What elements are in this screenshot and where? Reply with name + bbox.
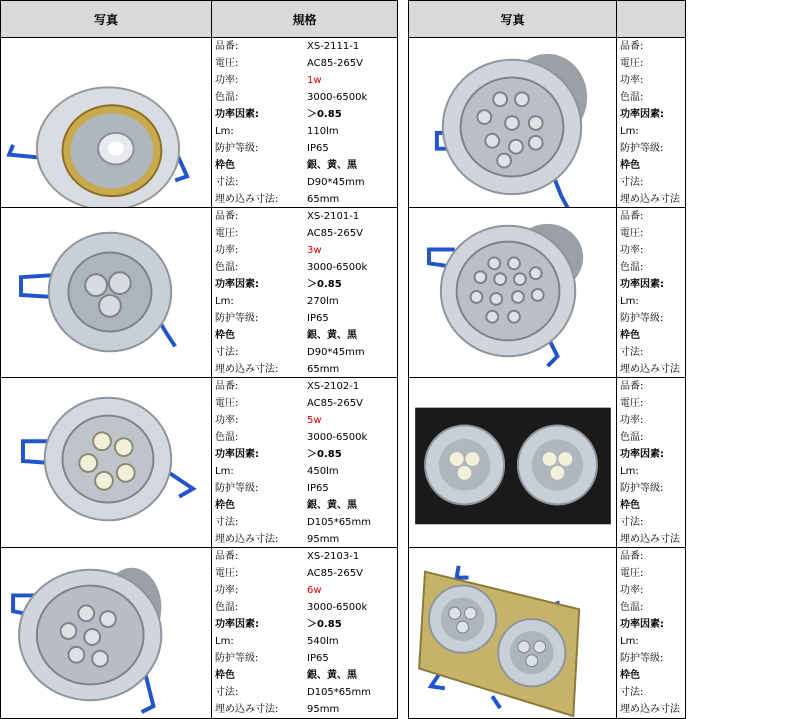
- spec-value-model: XS-2102-1: [307, 381, 360, 392]
- spec-row-size: [212, 344, 397, 361]
- spec-row-model: [617, 38, 685, 55]
- product-photo-4: [0, 547, 212, 719]
- spec-row-power: [617, 582, 685, 599]
- spec-label-frame: 枠色: [215, 160, 235, 171]
- spec-label-ip: 防护等级:: [620, 483, 664, 494]
- header-spec-right: [616, 0, 686, 38]
- spec-label-power: 功率:: [215, 75, 239, 86]
- spec-row-pf: [617, 616, 685, 633]
- spec-row-color_temp: [617, 89, 685, 106]
- spec-row-size: [617, 684, 685, 701]
- spec-row-pf: [212, 446, 397, 463]
- spec-label-frame: 枠色: [620, 330, 640, 341]
- spec-row-ip: [617, 140, 685, 157]
- spec-row-lm: [617, 123, 685, 140]
- spec-label-color_temp: 色温:: [620, 262, 644, 273]
- spec-label-model: 品番:: [620, 211, 644, 222]
- product-photo-3: [0, 377, 212, 548]
- spec-row-cutout: [617, 701, 685, 718]
- spec-row-pf: [617, 276, 685, 293]
- spec-row-frame: [212, 157, 397, 174]
- spec-label-size: 寸法:: [620, 687, 644, 698]
- spec-row-power: [617, 72, 685, 89]
- spec-label-voltage: 電圧:: [620, 398, 644, 409]
- spec-label-ip: 防护等级:: [215, 653, 259, 664]
- spec-label-cutout: 埋め込み寸法: [620, 534, 680, 545]
- spec-row-cutout: [212, 531, 397, 548]
- spec-value-ip: IP65: [307, 653, 329, 664]
- spec-value-power: 1w: [307, 75, 322, 86]
- product-photo-5: [408, 37, 617, 208]
- spec-label-pf: 功率因素:: [620, 279, 664, 290]
- spec-row-ip: [212, 310, 397, 327]
- spec-label-cutout: 埋め込み寸法:: [215, 364, 279, 375]
- spec-row-size: [617, 344, 685, 361]
- spec-label-frame: 枠色: [620, 160, 640, 171]
- spec-row-pf: [212, 276, 397, 293]
- spec-row-lm: [212, 123, 397, 140]
- spec-value-voltage: AC85-265V: [307, 568, 363, 579]
- spec-value-cutout: 65mm: [307, 364, 340, 375]
- spec-value-model: XS-2111-1: [307, 41, 360, 52]
- spec-value-frame: 銀、黄、黒: [307, 500, 357, 511]
- downlight-3led-image: [1, 208, 211, 377]
- spec-row-voltage: [212, 565, 397, 582]
- spec-label-pf: 功率因素:: [620, 449, 664, 460]
- spec-label-model: 品番:: [620, 381, 644, 392]
- spec-label-voltage: 電圧:: [215, 568, 239, 579]
- spec-value-pf: ＞0.85: [307, 449, 342, 460]
- spec-label-model: 品番:: [620, 551, 644, 562]
- spec-row-cutout: [212, 701, 397, 718]
- spec-value-lm: 540lm: [307, 636, 339, 647]
- spec-label-model: 品番:: [215, 211, 239, 222]
- spec-label-size: 寸法:: [215, 177, 239, 188]
- spec-row-voltage: [212, 395, 397, 412]
- spec-value-voltage: AC85-265V: [307, 58, 363, 69]
- spec-value-ip: IP65: [307, 143, 329, 154]
- spec-label-lm: Lm:: [215, 126, 234, 137]
- spec-row-cutout: [617, 361, 685, 378]
- spec-value-color_temp: 3000-6500k: [307, 262, 368, 273]
- spec-value-lm: 450lm: [307, 466, 339, 477]
- spec-label-frame: 枠色: [620, 500, 640, 511]
- spec-value-lm: 110lm: [307, 126, 339, 137]
- spec-label-ip: 防护等级:: [620, 313, 664, 324]
- product-photo-2: [0, 207, 212, 378]
- spec-label-ip: 防护等级:: [215, 313, 259, 324]
- spec-label-power: 功率:: [620, 245, 644, 256]
- header-photo-right: 写真: [408, 0, 617, 38]
- spec-row-ip: [617, 650, 685, 667]
- spec-label-voltage: 電圧:: [620, 568, 644, 579]
- spec-label-voltage: 電圧:: [620, 228, 644, 239]
- spec-row-power: [617, 412, 685, 429]
- spec-label-color_temp: 色温:: [620, 432, 644, 443]
- spec-value-size: D105*65mm: [307, 687, 371, 698]
- spec-row-frame: [617, 327, 685, 344]
- spec-label-lm: Lm:: [620, 296, 639, 307]
- spec-row-voltage: [617, 565, 685, 582]
- spec-row-lm: [212, 293, 397, 310]
- product-photo-8: [408, 547, 617, 719]
- spec-row-model: [212, 208, 397, 225]
- spec-row-color_temp: [212, 89, 397, 106]
- spec-row-ip: [617, 310, 685, 327]
- spec-value-lm: 270lm: [307, 296, 339, 307]
- spec-row-pf: [212, 616, 397, 633]
- spec-label-cutout: 埋め込み寸法:: [215, 704, 279, 715]
- spec-row-voltage: [617, 225, 685, 242]
- spec-label-pf: 功率因素:: [215, 279, 259, 290]
- spec-label-ip: 防护等级:: [215, 143, 259, 154]
- spec-row-color_temp: [617, 429, 685, 446]
- spec-row-voltage: [212, 55, 397, 72]
- spec-row-power: [617, 242, 685, 259]
- spec-label-power: 功率:: [620, 415, 644, 426]
- spec-label-power: 功率:: [215, 415, 239, 426]
- spec-label-size: 寸法:: [620, 177, 644, 188]
- spec-label-lm: Lm:: [620, 636, 639, 647]
- spec-label-model: 品番:: [215, 551, 239, 562]
- spec-row-color_temp: [212, 259, 397, 276]
- spec-row-frame: [212, 667, 397, 684]
- double-downlight-gold-image: [409, 548, 616, 718]
- spec-value-ip: IP65: [307, 483, 329, 494]
- spec-value-color_temp: 3000-6500k: [307, 432, 368, 443]
- spec-row-frame: [212, 327, 397, 344]
- spec-value-frame: 銀、黄、黒: [307, 670, 357, 681]
- double-downlight-black-image: [409, 378, 616, 547]
- spec-row-model: [212, 378, 397, 395]
- spec-label-power: 功率:: [215, 585, 239, 596]
- spec-row-cutout: [617, 191, 685, 208]
- spec-row-size: [212, 514, 397, 531]
- spec-row-lm: [617, 633, 685, 650]
- spec-value-frame: 銀、黄、黒: [307, 330, 357, 341]
- spec-cell-7: [616, 377, 686, 548]
- spec-row-model: [212, 548, 397, 565]
- product-photo-1: [0, 37, 212, 208]
- spec-row-ip: [212, 480, 397, 497]
- spec-row-pf: [212, 106, 397, 123]
- spec-value-size: D105*65mm: [307, 517, 371, 528]
- spec-label-frame: 枠色: [215, 670, 235, 681]
- spec-label-lm: Lm:: [215, 466, 234, 477]
- spec-cell-1: [211, 37, 398, 208]
- spec-label-model: 品番:: [215, 41, 239, 52]
- spec-row-color_temp: [617, 599, 685, 616]
- spec-label-size: 寸法:: [215, 517, 239, 528]
- spec-label-lm: Lm:: [620, 126, 639, 137]
- spec-label-lm: Lm:: [215, 296, 234, 307]
- downlight-12led-image: [409, 208, 616, 377]
- spec-cell-4: [211, 547, 398, 719]
- spec-row-pf: [617, 106, 685, 123]
- spec-row-lm: [212, 633, 397, 650]
- spec-row-ip: [212, 140, 397, 157]
- spec-label-pf: 功率因素:: [215, 449, 259, 460]
- spec-row-frame: [617, 497, 685, 514]
- spec-row-pf: [617, 446, 685, 463]
- spec-value-color_temp: 3000-6500k: [307, 602, 368, 613]
- spec-label-color_temp: 色温:: [620, 92, 644, 103]
- spec-row-size: [212, 684, 397, 701]
- spec-value-voltage: AC85-265V: [307, 228, 363, 239]
- spec-label-pf: 功率因素:: [215, 109, 259, 120]
- spec-value-size: D90*45mm: [307, 177, 365, 188]
- spec-value-model: XS-2103-1: [307, 551, 360, 562]
- spec-row-color_temp: [212, 429, 397, 446]
- spec-row-voltage: [617, 55, 685, 72]
- spec-label-power: 功率:: [620, 75, 644, 86]
- spec-row-cutout: [212, 191, 397, 208]
- spec-label-pf: 功率因素:: [620, 109, 664, 120]
- spec-value-power: 3w: [307, 245, 322, 256]
- spec-label-frame: 枠色: [215, 500, 235, 511]
- spec-value-cutout: 95mm: [307, 534, 340, 545]
- spec-row-size: [617, 514, 685, 531]
- spec-row-power: [212, 582, 397, 599]
- spec-row-lm: [212, 463, 397, 480]
- spec-row-power: [212, 242, 397, 259]
- spec-row-color_temp: [212, 599, 397, 616]
- spec-cell-8: [616, 547, 686, 719]
- downlight-9led-image: [409, 38, 616, 207]
- spec-value-power: 6w: [307, 585, 322, 596]
- spec-label-pf: 功率因素:: [215, 619, 259, 630]
- spec-label-frame: 枠色: [620, 670, 640, 681]
- spec-label-cutout: 埋め込み寸法: [620, 194, 680, 205]
- spec-label-color_temp: 色温:: [215, 602, 239, 613]
- spec-row-frame: [617, 157, 685, 174]
- spec-label-power: 功率:: [620, 585, 644, 596]
- spec-row-model: [617, 548, 685, 565]
- header-photo-left: 写真: [0, 0, 212, 38]
- spec-value-pf: ＞0.85: [307, 109, 342, 120]
- spec-value-power: 5w: [307, 415, 322, 426]
- spec-label-ip: 防护等级:: [620, 143, 664, 154]
- spec-label-cutout: 埋め込み寸法:: [215, 194, 279, 205]
- spec-value-cutout: 65mm: [307, 194, 340, 205]
- downlight-1led-image: [1, 38, 211, 207]
- spec-value-frame: 銀、黄、黒: [307, 160, 357, 171]
- spec-value-model: XS-2101-1: [307, 211, 360, 222]
- spec-row-voltage: [617, 395, 685, 412]
- spec-cell-5: [616, 37, 686, 208]
- spec-label-frame: 枠色: [215, 330, 235, 341]
- spec-label-voltage: 電圧:: [215, 228, 239, 239]
- spec-row-lm: [617, 293, 685, 310]
- spec-row-frame: [212, 497, 397, 514]
- spec-row-model: [617, 208, 685, 225]
- spec-row-size: [212, 174, 397, 191]
- spec-label-ip: 防护等级:: [215, 483, 259, 494]
- spec-label-color_temp: 色温:: [215, 92, 239, 103]
- spec-label-voltage: 電圧:: [620, 58, 644, 69]
- spec-row-power: [212, 72, 397, 89]
- spec-row-model: [617, 378, 685, 395]
- spec-row-cutout: [212, 361, 397, 378]
- spec-label-model: 品番:: [215, 381, 239, 392]
- spec-label-ip: 防护等级:: [620, 653, 664, 664]
- spec-label-color_temp: 色温:: [620, 602, 644, 613]
- spec-row-frame: [617, 667, 685, 684]
- spec-label-voltage: 電圧:: [215, 398, 239, 409]
- spec-row-lm: [617, 463, 685, 480]
- spec-row-ip: [212, 650, 397, 667]
- spec-row-model: [212, 38, 397, 55]
- spec-label-power: 功率:: [215, 245, 239, 256]
- spec-value-pf: ＞0.85: [307, 619, 342, 630]
- spec-row-color_temp: [617, 259, 685, 276]
- spec-label-voltage: 電圧:: [215, 58, 239, 69]
- spec-row-power: [212, 412, 397, 429]
- spec-label-model: 品番:: [620, 41, 644, 52]
- spec-cell-6: [616, 207, 686, 378]
- spec-label-color_temp: 色温:: [215, 432, 239, 443]
- spec-value-size: D90*45mm: [307, 347, 365, 358]
- spec-label-size: 寸法:: [215, 347, 239, 358]
- product-photo-7: [408, 377, 617, 548]
- spec-label-lm: Lm:: [215, 636, 234, 647]
- spec-label-cutout: 埋め込み寸法: [620, 364, 680, 375]
- spec-label-cutout: 埋め込み寸法: [620, 704, 680, 715]
- spec-label-lm: Lm:: [620, 466, 639, 477]
- header-spec-left: 規格: [211, 0, 398, 38]
- spec-row-size: [617, 174, 685, 191]
- spec-value-ip: IP65: [307, 313, 329, 324]
- spec-label-pf: 功率因素:: [620, 619, 664, 630]
- spec-row-ip: [617, 480, 685, 497]
- spec-value-voltage: AC85-265V: [307, 398, 363, 409]
- spec-label-size: 寸法:: [215, 687, 239, 698]
- spec-cell-3: [211, 377, 398, 548]
- product-photo-6: [408, 207, 617, 378]
- spec-value-pf: ＞0.85: [307, 279, 342, 290]
- spec-label-cutout: 埋め込み寸法:: [215, 534, 279, 545]
- spec-row-cutout: [617, 531, 685, 548]
- spec-row-voltage: [212, 225, 397, 242]
- downlight-6led-image: [1, 548, 211, 718]
- downlight-5led-image: [1, 378, 211, 547]
- spec-label-color_temp: 色温:: [215, 262, 239, 273]
- spec-label-size: 寸法:: [620, 517, 644, 528]
- spec-cell-2: [211, 207, 398, 378]
- spec-label-size: 寸法:: [620, 347, 644, 358]
- spec-value-cutout: 95mm: [307, 704, 340, 715]
- spec-value-color_temp: 3000-6500k: [307, 92, 368, 103]
